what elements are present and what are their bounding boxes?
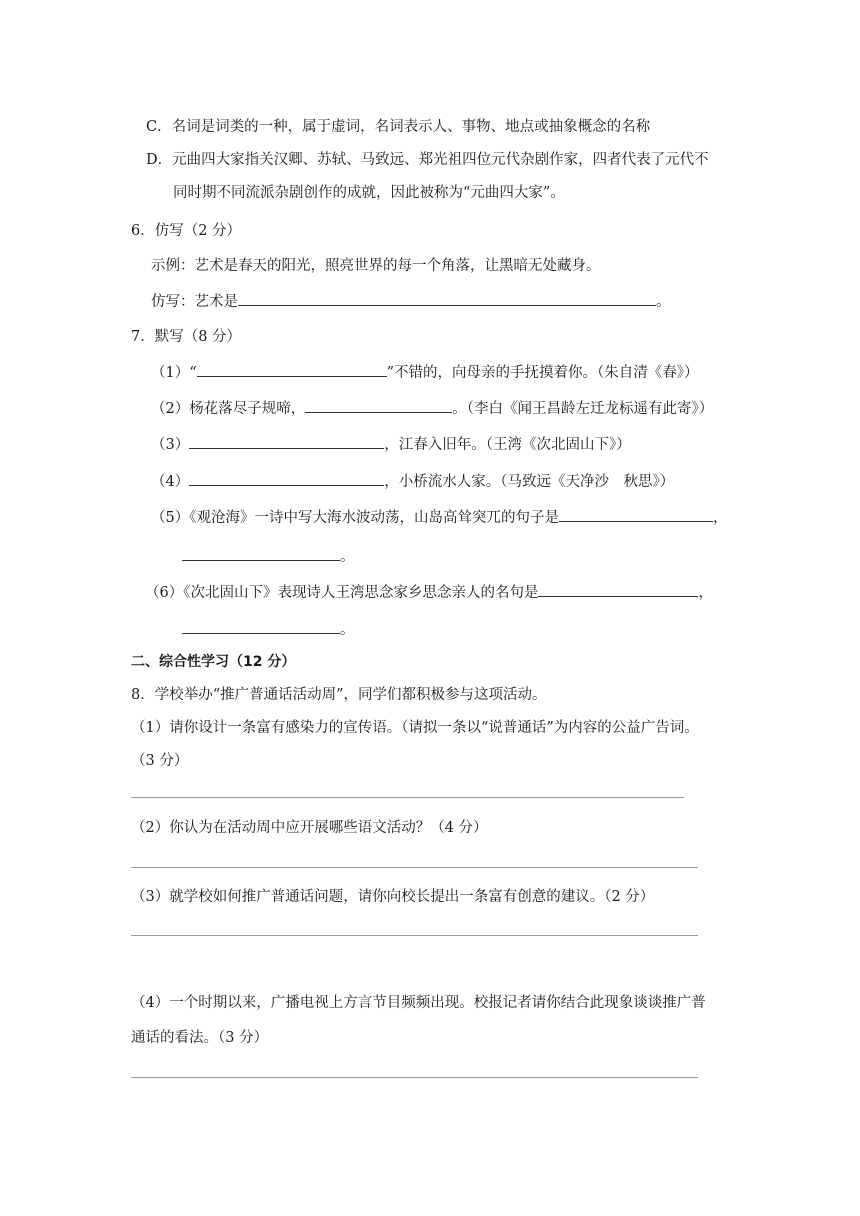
q5-option-d-line1: D．元曲四大家指关汉卿、苏轼、马致远、郑光祖四位元代杂剧作家，四者代表了元代不 xyxy=(146,152,709,168)
q7-item-5-pre: （5）《观沧海》一诗中写大海水波动荡，山岛高耸突兀的句子是 xyxy=(151,510,559,526)
q6-end: 。 xyxy=(656,294,671,310)
q8-sub-2: （2）你认为在活动周中应开展哪些语文活动？（4 分） xyxy=(131,820,488,836)
q8-sub-1-line2: （3 分） xyxy=(131,753,189,769)
q8-sub-4-line2: 通话的看法。（3 分） xyxy=(131,1030,269,1046)
q7-item-2-pre: （2）杨花落尽子规啼， xyxy=(151,401,306,417)
q7-item-6-pre: （6）《次北固山下》表现诗人王湾思念家乡思念亲人的名句是 xyxy=(145,585,539,601)
q7-item-2-blank[interactable] xyxy=(305,398,452,413)
q8-sub-4-answer-line[interactable] xyxy=(131,1077,698,1078)
q7-item-5-cont xyxy=(182,546,355,567)
q8-sub-3-answer-line[interactable] xyxy=(131,935,698,936)
q7-item-1-post: ”不错的，向母亲的手抚摸着你。（朱自清《春》） xyxy=(386,365,699,381)
q7-item-5-blank-2[interactable] xyxy=(182,546,340,561)
q7-item-5 xyxy=(151,507,727,528)
section-2-heading: 二、综合性学习（12 分） xyxy=(131,654,296,670)
q7-item-4-pre: （4） xyxy=(151,474,190,490)
q6-prompt-line xyxy=(151,291,671,312)
q8-sub-1-line1: （1）请你设计一条富有感染力的宣传语。（请拟一条以“说普通话”为内容的公益广告词。 xyxy=(131,720,699,736)
q7-heading: 7．默写（8 分） xyxy=(131,329,242,345)
q7-item-4-blank[interactable] xyxy=(189,471,384,486)
q8-sub-1-answer-line[interactable] xyxy=(131,797,684,798)
q7-item-3-blank[interactable] xyxy=(189,434,384,449)
q8-intro: 8．学校举办“推广普通话活动周”，同学们都积极参与这项活动。 xyxy=(131,687,547,703)
q7-item-2-post: 。（李白《闻王昌龄左迁龙标遥有此寄》） xyxy=(452,401,714,417)
q7-item-6-blank-2[interactable] xyxy=(182,619,340,634)
q7-item-6-comma: ， xyxy=(698,585,713,601)
q5-option-c: C．名词是词类的一种，属于虚词，名词表示人、事物、地点或抽象概念的名称 xyxy=(146,119,651,135)
q6-prompt: 仿写：艺术是 xyxy=(151,294,238,310)
q7-item-6-blank-1[interactable] xyxy=(538,582,698,597)
q7-item-1-blank[interactable] xyxy=(197,362,387,377)
q6-heading: 6．仿写（2 分） xyxy=(131,223,242,239)
q7-item-2 xyxy=(151,398,713,419)
q7-item-6 xyxy=(145,582,713,603)
q7-item-5-comma: ， xyxy=(712,510,728,526)
q7-item-6-end: 。 xyxy=(340,622,355,638)
q8-sub-4-line1: （4）一个时期以来，广播电视上方言节目频频出现。校报记者请你结合此现象谈谈推广普 xyxy=(131,995,706,1011)
q7-item-4 xyxy=(151,471,674,492)
q7-item-3-post: ，江春入旧年。（王湾《次北固山下》） xyxy=(384,437,631,453)
q5-option-d-line2: 同时期不同流派杂剧创作的成就，因此被称为“元曲四大家”。 xyxy=(173,185,565,201)
q7-item-5-end: 。 xyxy=(340,549,355,565)
q7-item-1 xyxy=(151,362,699,383)
q7-item-3 xyxy=(151,434,631,455)
q6-example: 示例：艺术是春天的阳光，照亮世界的每一个角落，让黑暗无处藏身。 xyxy=(151,258,601,274)
q6-answer-blank[interactable] xyxy=(238,291,656,306)
q7-item-3-pre: （3） xyxy=(151,437,190,453)
q7-item-6-cont xyxy=(182,619,355,640)
q7-item-5-blank-1[interactable] xyxy=(559,507,713,522)
q7-item-1-pre: （1）“ xyxy=(151,365,197,381)
q8-sub-2-answer-line[interactable] xyxy=(131,867,698,868)
q7-item-4-post: ，小桥流水人家。（马致远《天净沙 秋思》） xyxy=(384,474,675,490)
q8-sub-3: （3）就学校如何推广普通话问题，请你向校长提出一条富有创意的建议。（2 分） xyxy=(131,889,655,905)
